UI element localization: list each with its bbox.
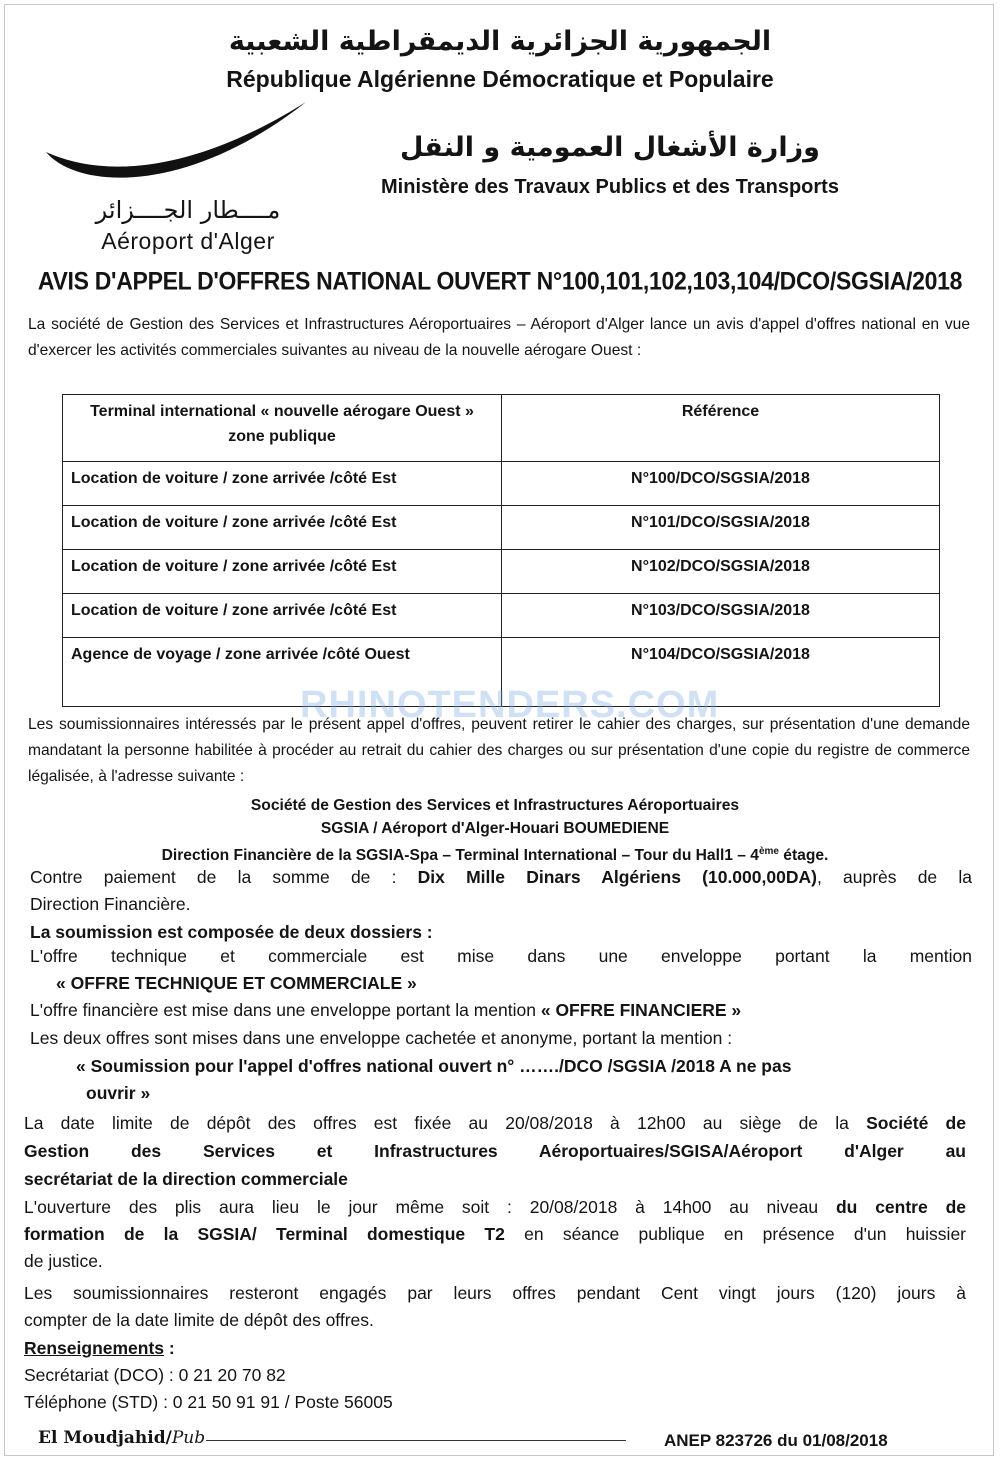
opening-line-2: [24, 1221, 966, 1248]
opening-bold: du centre de: [835, 1197, 966, 1217]
notice-title: AVIS D'APPEL D'OFFRES NATIONAL OUVERT N°100,101,102,103,104/DCO/SGSIA/2018: [37, 266, 963, 296]
opening-line-1: [24, 1194, 966, 1221]
validity-line-2: compter de la date limite de dépôt des offres.: [24, 1310, 374, 1330]
lots-table: [62, 394, 940, 707]
reference-cell: N°101/DCO/SGSIA/2018: [502, 506, 940, 550]
outer-mention-2: ouvrir »: [86, 1083, 151, 1103]
telephone-contact: Téléphone (STD) : 0 21 50 91 91 / Poste 56005: [24, 1392, 393, 1412]
newspaper-name: El Moudjahid/: [38, 1428, 172, 1448]
activity-cell: Location de voiture / zone arrivée /côté Est: [63, 550, 502, 594]
table-row: [63, 506, 940, 550]
deadline-line-1: [24, 1110, 966, 1137]
address-line-3-main: Direction Financière de la SGSIA-Spa – Terminal International – Tour du Hall1 – 4: [161, 847, 759, 865]
opening-line-3: de justice.: [24, 1251, 103, 1271]
payment-line-2: Direction Financière.: [30, 894, 191, 914]
address-superscript: ème: [758, 846, 779, 857]
table-row: [63, 594, 940, 638]
contacts-heading: Renseignements: [24, 1338, 165, 1358]
anep-reference: ANEP 823726 du 01/08/2018: [664, 1431, 888, 1450]
address-line-1: Société de Gestion des Services et Infrastructures Aéroportuaires: [250, 797, 740, 814]
financial-offer-line: [30, 997, 972, 1024]
reference-cell: N°104/DCO/SGSIA/2018: [502, 638, 940, 707]
payment-suffix: , auprès de la: [816, 867, 972, 887]
activity-cell: Location de voiture / zone arrivée /côté Est: [63, 462, 502, 506]
payment-prefix: Contre paiement de la somme de :: [30, 867, 418, 887]
header-reference: Référence: [502, 395, 940, 462]
deadline-bold: Société de: [866, 1113, 966, 1133]
address-line-2: SGSIA / Aéroport d'Alger-Houari BOUMEDIENE: [320, 820, 670, 837]
technical-offer-text: L'offre technique et commerciale est mise dans une enveloppe portant la mention: [30, 946, 972, 966]
activity-cell: Agence de voyage / zone arrivée /côté Ouest: [63, 638, 502, 707]
validity-line-1: Les soumissionnaires resteront engagés par leurs offres pendant Cent vingt jours (120) jours à: [24, 1283, 966, 1303]
newspaper-credit: [38, 1428, 205, 1448]
submission-heading: La soumission est composée de deux dossiers :: [30, 922, 433, 942]
technical-offer-mention: « OFFRE TECHNIQUE ET COMMERCIALE »: [56, 973, 417, 993]
payment-line: [30, 864, 972, 891]
intro-paragraph: La société de Gestion des Services et Infrastructures Aéroportuaires – Aéroport d'Alger lance un avis d'appel d'offres national en vue d'exercer les activités commerciales suivantes au niveau de la nouvelle aérogare Ouest :: [28, 316, 970, 359]
reference-cell: N°100/DCO/SGSIA/2018: [502, 462, 940, 506]
contacts-heading-line: [24, 1335, 966, 1362]
ministry-french: Ministère des Travaux Publics et des Transports: [381, 176, 839, 198]
deadline-line-3: secrétariat de la direction commerciale: [24, 1169, 348, 1189]
reference-cell: N°102/DCO/SGSIA/2018: [502, 550, 940, 594]
ministry-arabic: وزارة الأشغال العمومية و النقل: [400, 132, 820, 163]
opening-rest: en séance publique en présence d'un huissier: [504, 1224, 967, 1244]
both-offers-text: Les deux offres sont mises dans une enveloppe cachetée et anonyme, portant la mention :: [30, 1028, 733, 1048]
contacts-heading-suffix: :: [164, 1338, 175, 1358]
table-row: [63, 462, 940, 506]
financial-offer-text: L'offre financière est mise dans une enveloppe portant la mention: [30, 1000, 541, 1020]
airport-logo: [38, 100, 308, 260]
deadline-text: La date limite de dépôt des offres est fixée au 20/08/2018 à 12h00 au siège de la: [24, 1113, 867, 1133]
header-activity: Terminal international « nouvelle aérogare Ouest » zone publique: [63, 395, 502, 462]
activity-cell: Location de voiture / zone arrivée /côté Est: [63, 506, 502, 550]
newspaper-pub: Pub: [171, 1428, 206, 1448]
swoosh-logo-icon: [38, 100, 308, 200]
footer-rule: [206, 1440, 626, 1441]
republic-arabic: الجمهورية الجزائرية الديمقراطية الشعبية: [228, 26, 772, 57]
outer-mention-1: « Soumission pour l'appel d'offres national ouvert n° ……./DCO /SGSIA /2018 A ne pas: [76, 1056, 792, 1076]
deadline-line-2: Gestion des Services et Infrastructures Aéroportuaires/SGISA/Aéroport d'Alger au: [24, 1141, 966, 1161]
watermark-text: RHINOTENDERS.COM: [300, 684, 720, 726]
activity-cell: Location de voiture / zone arrivée /côté Est: [63, 594, 502, 638]
secretariat-contact: Secrétariat (DCO) : 0 21 20 70 82: [24, 1365, 286, 1385]
table-header-row: [63, 395, 940, 462]
address-line-3-end: étage.: [778, 847, 829, 865]
logo-french-name: Aéroport d'Alger: [101, 228, 275, 254]
reference-cell: N°103/DCO/SGSIA/2018: [502, 594, 940, 638]
logo-arabic-name: مــــطار الجــــزائر: [95, 196, 281, 224]
payment-amount: Dix Mille Dinars Algériens (10.000,00DA): [417, 867, 817, 887]
financial-offer-mention: « OFFRE FINANCIERE »: [540, 1000, 742, 1020]
opening-text: L'ouverture des plis aura lieu le jour même soit : 20/08/2018 à 14h00 au niveau: [24, 1197, 836, 1217]
opening-location: formation de la SGSIA/ Terminal domestique T2: [24, 1224, 505, 1244]
retrait-paragraph: Les soumissionnaires intéressés par le présent appel d'offres, peuvent retirer le cahier des charges, sur présentation d'une demande mandatant la personne habilitée à procéder au retrait du cahier des charges ou sur présentation d'une copie du registre de commerce légalisée, à l'adresse suivante :: [28, 716, 970, 785]
republic-french: République Algérienne Démocratique et Populaire: [226, 66, 774, 92]
table-row: [63, 550, 940, 594]
